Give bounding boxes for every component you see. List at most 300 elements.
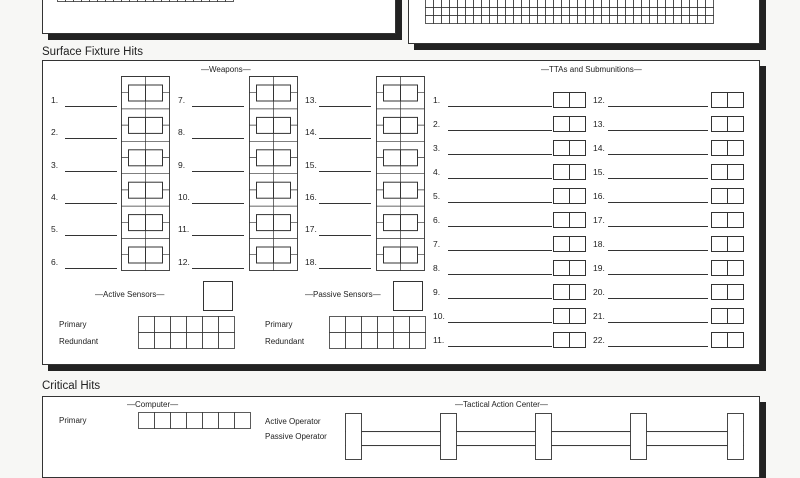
top-grid-cell[interactable] bbox=[474, 8, 482, 16]
top-grid-cell[interactable] bbox=[570, 0, 578, 8]
top-grid-cell[interactable] bbox=[658, 16, 666, 24]
passive-sensor-cell[interactable] bbox=[330, 333, 346, 349]
top-grid-cell[interactable] bbox=[426, 0, 434, 8]
top-grid-cell[interactable] bbox=[434, 0, 442, 8]
tta-entry-line[interactable] bbox=[608, 274, 708, 275]
tta-number: 2. bbox=[433, 119, 447, 129]
tta-hit-box[interactable] bbox=[569, 332, 586, 348]
tta-entry-line[interactable] bbox=[608, 154, 708, 155]
tta-hit-box[interactable] bbox=[569, 92, 586, 108]
active-sensor-cell[interactable] bbox=[155, 317, 171, 333]
tta-entry-line[interactable] bbox=[448, 226, 552, 227]
tac-cell[interactable] bbox=[441, 414, 457, 460]
passive-sensor-cell[interactable] bbox=[410, 333, 426, 349]
tta-number: 14. bbox=[593, 143, 607, 153]
top-grid-cell[interactable] bbox=[482, 16, 490, 24]
computer-cell[interactable] bbox=[203, 413, 219, 429]
weapon-entry-line[interactable] bbox=[192, 171, 244, 172]
tta-hit-box[interactable] bbox=[711, 140, 728, 156]
top-left-grid bbox=[57, 0, 237, 5]
top-grid-cell[interactable] bbox=[642, 0, 650, 8]
top-grid-cell[interactable] bbox=[466, 8, 474, 16]
weapon-entry-line[interactable] bbox=[65, 235, 117, 236]
tta-hit-box[interactable] bbox=[569, 164, 586, 180]
top-grid-cell[interactable] bbox=[586, 8, 594, 16]
tta-hit-box[interactable] bbox=[727, 164, 744, 180]
active-sensors-heading: —Active Sensors— bbox=[95, 290, 164, 299]
active-sensor-cell[interactable] bbox=[219, 333, 235, 349]
top-grid-cell[interactable] bbox=[554, 8, 562, 16]
top-grid-cell[interactable] bbox=[634, 8, 642, 16]
top-grid-cell[interactable] bbox=[594, 0, 602, 8]
tta-hit-box[interactable] bbox=[553, 212, 570, 228]
tta-hit-box[interactable] bbox=[711, 332, 728, 348]
top-grid-cell[interactable] bbox=[186, 0, 194, 2]
top-grid-cell[interactable] bbox=[682, 0, 690, 8]
top-grid-cell[interactable] bbox=[146, 0, 154, 2]
tta-hit-box[interactable] bbox=[711, 236, 728, 252]
top-grid-cell[interactable] bbox=[546, 0, 554, 8]
tta-hit-box[interactable] bbox=[711, 308, 728, 324]
weapon-hit-stack[interactable] bbox=[121, 76, 171, 272]
computer-cell[interactable] bbox=[171, 413, 187, 429]
computer-heading: —Computer— bbox=[127, 400, 178, 409]
tta-entry-line[interactable] bbox=[608, 250, 708, 251]
top-grid-cell[interactable] bbox=[610, 0, 618, 8]
tta-entry-line[interactable] bbox=[448, 202, 552, 203]
top-grid-cell[interactable] bbox=[594, 16, 602, 24]
computer-cell[interactable] bbox=[155, 413, 171, 429]
top-grid-cell[interactable] bbox=[546, 16, 554, 24]
top-grid-cell[interactable] bbox=[562, 0, 570, 8]
weapon-entry-line[interactable] bbox=[192, 138, 244, 139]
top-grid-cell[interactable] bbox=[578, 8, 586, 16]
passive-sensor-cell[interactable] bbox=[394, 317, 410, 333]
top-grid-cell[interactable] bbox=[450, 16, 458, 24]
passive-sensors-grid[interactable] bbox=[329, 316, 429, 350]
top-grid-cell[interactable] bbox=[634, 16, 642, 24]
tta-hit-box[interactable] bbox=[569, 260, 586, 276]
active-sensor-cell[interactable] bbox=[171, 333, 187, 349]
passive-operator-label: Passive Operator bbox=[265, 432, 327, 441]
tta-hit-box[interactable] bbox=[553, 284, 570, 300]
active-sensor-cell[interactable] bbox=[139, 333, 155, 349]
weapon-entry-line[interactable] bbox=[192, 203, 244, 204]
tta-hit-box[interactable] bbox=[711, 92, 728, 108]
top-grid-cell[interactable] bbox=[138, 0, 146, 2]
tta-hit-box[interactable] bbox=[553, 116, 570, 132]
top-grid-cell[interactable] bbox=[658, 8, 666, 16]
tta-entry-line[interactable] bbox=[448, 106, 552, 107]
weapon-number: 15. bbox=[305, 160, 319, 170]
top-grid-cell[interactable] bbox=[218, 0, 226, 2]
computer-cell[interactable] bbox=[139, 413, 155, 429]
active-sensor-cell[interactable] bbox=[187, 333, 203, 349]
top-grid-cell[interactable] bbox=[554, 16, 562, 24]
computer-cell[interactable] bbox=[187, 413, 203, 429]
tta-number: 6. bbox=[433, 215, 447, 225]
top-grid-cell[interactable] bbox=[514, 0, 522, 8]
critical-hits-title: Critical Hits bbox=[42, 380, 100, 392]
weapon-entry-line[interactable] bbox=[319, 138, 371, 139]
tta-hit-box[interactable] bbox=[727, 140, 744, 156]
top-grid-cell[interactable] bbox=[66, 0, 74, 2]
tta-hit-box[interactable] bbox=[711, 164, 728, 180]
top-grid-cell[interactable] bbox=[522, 0, 530, 8]
top-grid-cell[interactable] bbox=[698, 8, 706, 16]
top-grid-cell[interactable] bbox=[530, 0, 538, 8]
passive-sensor-cell[interactable] bbox=[410, 317, 426, 333]
top-grid-cell[interactable] bbox=[506, 0, 514, 8]
top-grid-cell[interactable] bbox=[202, 0, 210, 2]
tta-hit-box[interactable] bbox=[711, 212, 728, 228]
top-grid-cell[interactable] bbox=[698, 0, 706, 8]
top-grid-cell[interactable] bbox=[538, 0, 546, 8]
top-grid-cell[interactable] bbox=[642, 8, 650, 16]
tta-hit-box[interactable] bbox=[569, 236, 586, 252]
top-grid-cell[interactable] bbox=[482, 8, 490, 16]
tta-hit-box[interactable] bbox=[711, 188, 728, 204]
weapon-hit-stack[interactable] bbox=[249, 76, 299, 272]
top-grid-cell[interactable] bbox=[602, 16, 610, 24]
surface-fixture-hits-title: Surface Fixture Hits bbox=[42, 46, 143, 58]
tta-hit-box[interactable] bbox=[553, 188, 570, 204]
top-grid-cell[interactable] bbox=[450, 0, 458, 8]
top-grid-cell[interactable] bbox=[562, 16, 570, 24]
top-grid-cell[interactable] bbox=[442, 8, 450, 16]
weapon-number: 12. bbox=[178, 257, 192, 267]
top-grid-cell[interactable] bbox=[610, 8, 618, 16]
top-grid-cell[interactable] bbox=[634, 0, 642, 8]
passive-sensor-cell[interactable] bbox=[394, 333, 410, 349]
tta-hit-box[interactable] bbox=[553, 164, 570, 180]
top-grid-cell[interactable] bbox=[458, 0, 466, 8]
top-grid-cell[interactable] bbox=[682, 8, 690, 16]
top-grid-cell[interactable] bbox=[650, 16, 658, 24]
tta-hit-box[interactable] bbox=[727, 332, 744, 348]
weapon-number: 9. bbox=[178, 160, 192, 170]
tta-hit-box[interactable] bbox=[727, 92, 744, 108]
top-grid-cell[interactable] bbox=[602, 0, 610, 8]
tta-entry-line[interactable] bbox=[448, 322, 552, 323]
tta-hit-box[interactable] bbox=[711, 284, 728, 300]
top-grid-cell[interactable] bbox=[650, 8, 658, 16]
top-grid-cell[interactable] bbox=[610, 16, 618, 24]
tta-hit-box[interactable] bbox=[727, 212, 744, 228]
passive-sensor-cell[interactable] bbox=[362, 317, 378, 333]
tta-entry-line[interactable] bbox=[448, 298, 552, 299]
top-grid-cell[interactable] bbox=[650, 0, 658, 8]
tta-hit-box[interactable] bbox=[553, 92, 570, 108]
weapon-entry-line[interactable] bbox=[65, 138, 117, 139]
tta-number: 22. bbox=[593, 335, 607, 345]
tta-hit-box[interactable] bbox=[727, 260, 744, 276]
top-grid-cell[interactable] bbox=[442, 0, 450, 8]
top-grid-cell[interactable] bbox=[522, 16, 530, 24]
tac-cell[interactable] bbox=[346, 414, 362, 460]
top-grid-cell[interactable] bbox=[498, 16, 506, 24]
weapon-entry-line[interactable] bbox=[192, 235, 244, 236]
weapon-number: 10. bbox=[178, 192, 192, 202]
tta-hit-box[interactable] bbox=[553, 140, 570, 156]
tta-hit-box[interactable] bbox=[727, 236, 744, 252]
top-grid-cell[interactable] bbox=[706, 8, 714, 16]
active-sensor-cell[interactable] bbox=[203, 333, 219, 349]
tta-hit-box[interactable] bbox=[727, 308, 744, 324]
top-grid-cell[interactable] bbox=[586, 16, 594, 24]
top-grid-cell[interactable] bbox=[530, 8, 538, 16]
top-grid-cell[interactable] bbox=[530, 16, 538, 24]
tta-hit-box[interactable] bbox=[727, 116, 744, 132]
active-sensor-cell[interactable] bbox=[203, 317, 219, 333]
computer-primary-label: Primary bbox=[59, 416, 87, 425]
passive-sensor-cell[interactable] bbox=[346, 333, 362, 349]
weapon-entry-line[interactable] bbox=[319, 171, 371, 172]
weapon-number: 6. bbox=[51, 257, 65, 267]
tac-cell[interactable] bbox=[728, 414, 744, 460]
top-grid-cell[interactable] bbox=[162, 0, 170, 2]
weapon-number: 11. bbox=[178, 224, 192, 234]
tta-entry-line[interactable] bbox=[608, 298, 708, 299]
tta-number: 4. bbox=[433, 167, 447, 177]
weapon-entry-line[interactable] bbox=[319, 203, 371, 204]
tta-hit-box[interactable] bbox=[569, 116, 586, 132]
tta-entry-line[interactable] bbox=[608, 130, 708, 131]
computer-cell[interactable] bbox=[219, 413, 235, 429]
tta-hit-box[interactable] bbox=[569, 140, 586, 156]
top-grid-cell[interactable] bbox=[474, 16, 482, 24]
top-grid-cell[interactable] bbox=[474, 0, 482, 8]
top-grid-cell[interactable] bbox=[482, 0, 490, 8]
weapon-entry-line[interactable] bbox=[319, 235, 371, 236]
passive-sensors-heading: —Passive Sensors— bbox=[305, 290, 381, 299]
top-grid-cell[interactable] bbox=[674, 0, 682, 8]
top-grid-cell[interactable] bbox=[466, 16, 474, 24]
tta-hit-box[interactable] bbox=[711, 116, 728, 132]
tta-hit-box[interactable] bbox=[553, 332, 570, 348]
top-grid-cell[interactable] bbox=[106, 0, 114, 2]
tta-number: 12. bbox=[593, 95, 607, 105]
top-grid-cell[interactable] bbox=[514, 8, 522, 16]
passive-sensor-cell[interactable] bbox=[330, 317, 346, 333]
top-grid-cell[interactable] bbox=[674, 16, 682, 24]
ttas-heading: —TTAs and Submunitions— bbox=[541, 65, 642, 74]
tta-hit-box[interactable] bbox=[569, 188, 586, 204]
top-grid-cell[interactable] bbox=[538, 16, 546, 24]
top-grid-cell[interactable] bbox=[618, 16, 626, 24]
tta-number: 1. bbox=[433, 95, 447, 105]
tac-cell[interactable] bbox=[631, 414, 647, 460]
top-grid-cell[interactable] bbox=[586, 0, 594, 8]
top-grid-cell[interactable] bbox=[82, 0, 90, 2]
tta-hit-box[interactable] bbox=[553, 308, 570, 324]
tta-hit-box[interactable] bbox=[569, 212, 586, 228]
top-grid-cell[interactable] bbox=[58, 0, 66, 2]
top-right-grid-panel bbox=[408, 0, 760, 44]
active-sensors-box[interactable] bbox=[203, 281, 233, 311]
passive-sensor-cell[interactable] bbox=[346, 317, 362, 333]
top-grid-cell[interactable] bbox=[666, 8, 674, 16]
top-grid-cell[interactable] bbox=[194, 0, 202, 2]
top-grid-cell[interactable] bbox=[562, 8, 570, 16]
top-grid-cell[interactable] bbox=[498, 8, 506, 16]
tta-entry-line[interactable] bbox=[448, 274, 552, 275]
top-right-grid bbox=[425, 0, 715, 29]
top-grid-cell[interactable] bbox=[690, 0, 698, 8]
tta-entry-line[interactable] bbox=[608, 202, 708, 203]
top-grid-cell[interactable] bbox=[426, 16, 434, 24]
weapon-entry-line[interactable] bbox=[192, 106, 244, 107]
top-grid-cell[interactable] bbox=[626, 16, 634, 24]
top-grid-cell[interactable] bbox=[602, 8, 610, 16]
top-grid-cell[interactable] bbox=[498, 0, 506, 8]
top-grid-cell[interactable] bbox=[698, 16, 706, 24]
top-grid-cell[interactable] bbox=[578, 16, 586, 24]
top-grid-cell[interactable] bbox=[626, 8, 634, 16]
top-grid-cell[interactable] bbox=[450, 8, 458, 16]
weapon-number: 18. bbox=[305, 257, 319, 267]
tta-entry-line[interactable] bbox=[608, 178, 708, 179]
top-grid-cell[interactable] bbox=[466, 0, 474, 8]
active-sensors-grid[interactable] bbox=[138, 316, 238, 350]
weapon-entry-line[interactable] bbox=[65, 106, 117, 107]
passive-sensor-cell[interactable] bbox=[362, 333, 378, 349]
top-grid-cell[interactable] bbox=[490, 16, 498, 24]
critical-hits-panel bbox=[42, 396, 760, 478]
tta-number: 10. bbox=[433, 311, 447, 321]
top-grid-cell[interactable] bbox=[674, 8, 682, 16]
top-grid-cell[interactable] bbox=[434, 16, 442, 24]
tta-entry-line[interactable] bbox=[448, 178, 552, 179]
top-grid-cell[interactable] bbox=[490, 0, 498, 8]
top-grid-cell[interactable] bbox=[690, 8, 698, 16]
top-grid-cell[interactable] bbox=[506, 16, 514, 24]
top-grid-cell[interactable] bbox=[626, 0, 634, 8]
top-grid-cell[interactable] bbox=[226, 0, 234, 2]
top-grid-cell[interactable] bbox=[666, 16, 674, 24]
tta-hit-box[interactable] bbox=[553, 260, 570, 276]
top-grid-cell[interactable] bbox=[642, 16, 650, 24]
active-sensor-cell[interactable] bbox=[171, 317, 187, 333]
top-grid-cell[interactable] bbox=[570, 8, 578, 16]
tta-hit-box[interactable] bbox=[553, 236, 570, 252]
surface-fixture-hits-panel bbox=[42, 60, 760, 365]
tta-hit-box[interactable] bbox=[727, 284, 744, 300]
top-grid-cell[interactable] bbox=[122, 0, 130, 2]
top-grid-cell[interactable] bbox=[74, 0, 82, 2]
tta-entry-line[interactable] bbox=[448, 130, 552, 131]
tta-number: 13. bbox=[593, 119, 607, 129]
weapon-entry-line[interactable] bbox=[319, 106, 371, 107]
weapon-number: 4. bbox=[51, 192, 65, 202]
top-grid-cell[interactable] bbox=[426, 8, 434, 16]
top-grid-cell[interactable] bbox=[90, 0, 98, 2]
top-grid-cell[interactable] bbox=[706, 16, 714, 24]
active-primary-label: Primary bbox=[59, 320, 87, 329]
weapon-entry-line[interactable] bbox=[65, 268, 117, 269]
passive-sensor-cell[interactable] bbox=[378, 317, 394, 333]
weapon-number: 3. bbox=[51, 160, 65, 170]
top-grid-cell[interactable] bbox=[154, 0, 162, 2]
tac-operator-grid[interactable] bbox=[345, 411, 750, 461]
tta-hit-box[interactable] bbox=[711, 260, 728, 276]
weapon-entry-line[interactable] bbox=[319, 268, 371, 269]
top-grid-cell[interactable] bbox=[546, 8, 554, 16]
top-grid-cell[interactable] bbox=[594, 8, 602, 16]
active-sensor-cell[interactable] bbox=[139, 317, 155, 333]
weapon-entry-line[interactable] bbox=[65, 171, 117, 172]
top-grid-cell[interactable] bbox=[706, 0, 714, 8]
weapon-hit-stack[interactable] bbox=[376, 76, 426, 272]
active-sensor-cell[interactable] bbox=[187, 317, 203, 333]
tta-number: 17. bbox=[593, 215, 607, 225]
top-grid-cell[interactable] bbox=[506, 8, 514, 16]
top-grid-cell[interactable] bbox=[514, 16, 522, 24]
top-grid-cell[interactable] bbox=[618, 8, 626, 16]
passive-sensor-cell[interactable] bbox=[378, 333, 394, 349]
passive-sensors-box[interactable] bbox=[393, 281, 423, 311]
top-grid-cell[interactable] bbox=[178, 0, 186, 2]
tta-entry-line[interactable] bbox=[448, 154, 552, 155]
active-redundant-label: Redundant bbox=[59, 337, 98, 346]
tta-number: 7. bbox=[433, 239, 447, 249]
top-grid-cell[interactable] bbox=[522, 8, 530, 16]
top-grid-cell[interactable] bbox=[458, 8, 466, 16]
weapon-entry-line[interactable] bbox=[192, 268, 244, 269]
top-grid-cell[interactable] bbox=[170, 0, 178, 2]
top-grid-cell[interactable] bbox=[458, 16, 466, 24]
tta-hit-box[interactable] bbox=[569, 308, 586, 324]
top-grid-cell[interactable] bbox=[578, 0, 586, 8]
active-sensor-cell[interactable] bbox=[155, 333, 171, 349]
top-grid-cell[interactable] bbox=[690, 16, 698, 24]
tta-entry-line[interactable] bbox=[448, 346, 552, 347]
computer-cell[interactable] bbox=[235, 413, 251, 429]
tta-entry-line[interactable] bbox=[608, 346, 708, 347]
tta-entry-line[interactable] bbox=[608, 226, 708, 227]
top-grid-cell[interactable] bbox=[682, 16, 690, 24]
top-grid-cell[interactable] bbox=[442, 16, 450, 24]
top-grid-cell[interactable] bbox=[130, 0, 138, 2]
tta-hit-box[interactable] bbox=[569, 284, 586, 300]
tac-heading: —Tactical Action Center— bbox=[455, 400, 548, 409]
tac-cell[interactable] bbox=[536, 414, 552, 460]
top-grid-cell[interactable] bbox=[434, 8, 442, 16]
tta-hit-box[interactable] bbox=[727, 188, 744, 204]
tta-number: 11. bbox=[433, 335, 447, 345]
top-grid-cell[interactable] bbox=[658, 0, 666, 8]
active-sensor-cell[interactable] bbox=[219, 317, 235, 333]
top-grid-cell[interactable] bbox=[554, 0, 562, 8]
top-grid-cell[interactable] bbox=[210, 0, 218, 2]
weapon-number: 8. bbox=[178, 127, 192, 137]
top-grid-cell[interactable] bbox=[98, 0, 106, 2]
top-grid-cell[interactable] bbox=[114, 0, 122, 2]
weapons-heading: —Weapons— bbox=[201, 65, 251, 74]
weapon-number: 2. bbox=[51, 127, 65, 137]
top-grid-cell[interactable] bbox=[490, 8, 498, 16]
tta-number: 21. bbox=[593, 311, 607, 321]
computer-primary-grid[interactable] bbox=[138, 412, 253, 430]
top-grid-cell[interactable] bbox=[618, 0, 626, 8]
top-grid-cell[interactable] bbox=[570, 16, 578, 24]
tta-entry-line[interactable] bbox=[608, 322, 708, 323]
top-grid-cell[interactable] bbox=[538, 8, 546, 16]
tta-entry-line[interactable] bbox=[608, 106, 708, 107]
tta-entry-line[interactable] bbox=[448, 250, 552, 251]
weapon-entry-line[interactable] bbox=[65, 203, 117, 204]
top-grid-cell[interactable] bbox=[666, 0, 674, 8]
